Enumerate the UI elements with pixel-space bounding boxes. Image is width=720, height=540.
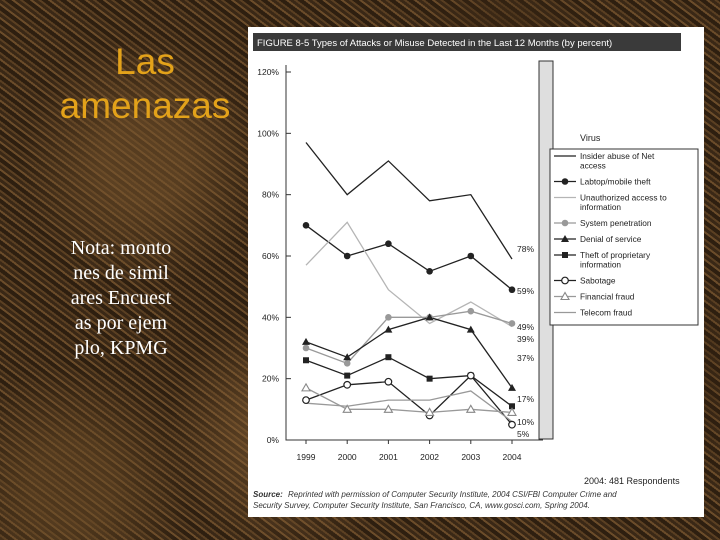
- legend-label: [580, 308, 632, 318]
- series-line: [306, 391, 512, 422]
- legend-label: [580, 276, 616, 286]
- x-tick-label: 2001: [378, 452, 398, 462]
- data-point: [385, 354, 391, 360]
- data-point: [303, 357, 309, 363]
- end-value-label: 78%: [517, 244, 535, 254]
- data-point: [344, 373, 350, 379]
- y-tick-label: 20%: [261, 373, 279, 384]
- legend-title: Virus: [580, 133, 601, 143]
- x-tick-label: 2003: [461, 452, 481, 462]
- data-point: [302, 384, 310, 391]
- data-point: [303, 397, 310, 404]
- legend-marker: [562, 178, 569, 185]
- legend-label: [580, 218, 652, 228]
- slide-note: Nota: montones de similares Encuestas por ejemplo, KPMG: [70, 237, 172, 359]
- legend-label-line: Telecom fraud: [580, 307, 633, 318]
- legend-label: [580, 292, 635, 302]
- x-tick-label: 2002: [420, 452, 440, 462]
- chart-title: FIGURE 8-5 Types of Attacks or Misuse Detected in the Last 12 Months (by percent): [257, 38, 613, 49]
- data-point: [344, 382, 351, 389]
- legend-label-line: Labtop/mobile theft: [580, 176, 651, 187]
- y-tick-label: 100%: [257, 128, 279, 139]
- x-tick-label: 1999: [296, 452, 316, 462]
- legend-label-line: access: [580, 160, 606, 171]
- legend-label-line: Sabotage: [580, 275, 616, 286]
- source-label: Source:: [253, 490, 283, 499]
- legend-label-line: Theft of proprietary: [580, 250, 651, 260]
- y-tick-label: 0%: [266, 435, 279, 445]
- legend-marker: [562, 277, 569, 284]
- x-tick-label: 2004: [502, 452, 522, 462]
- end-value-label: 49%: [517, 322, 535, 332]
- data-point: [385, 378, 392, 385]
- series-line: [306, 222, 512, 326]
- legend-label-line: information: [580, 202, 622, 212]
- end-value-label: 17%: [517, 394, 535, 404]
- series-line: [306, 143, 512, 260]
- legend-label-line: System penetration: [580, 218, 652, 228]
- data-point: [385, 314, 392, 321]
- y-tick-label: 40%: [261, 312, 279, 323]
- data-point: [303, 222, 310, 229]
- source-text-line-2: Security Survey, Computer Security Institute, San Francisco, CA, www.gosci.com, Spring 2004.: [253, 501, 590, 510]
- series-line: [306, 311, 512, 363]
- legend-label-line: Unauthorized access to: [580, 192, 667, 203]
- plot-area: [257, 65, 543, 462]
- data-point: [427, 376, 433, 382]
- chart-svg: [248, 27, 704, 517]
- legend-label-line: Denial of service: [580, 234, 642, 244]
- series-line: [306, 225, 512, 289]
- source-text-line-1: Reprinted with permission of Computer Security Institute, 2004 CSI/FBI Computer Crime and: [288, 490, 617, 499]
- end-value-label: 10%: [517, 417, 535, 427]
- y-tick-label: 60%: [261, 251, 279, 261]
- legend-label: [580, 234, 642, 244]
- legend-marker: [562, 220, 569, 227]
- data-point: [509, 320, 516, 327]
- end-value-label: 37%: [517, 353, 535, 363]
- plot-axes: [286, 65, 543, 440]
- data-point: [303, 345, 310, 352]
- series-line: [306, 317, 512, 388]
- data-point: [302, 338, 310, 345]
- slide-title: Las amenazas: [59, 41, 231, 126]
- legend-label-line: Financial fraud: [580, 291, 635, 302]
- legend-label-line: information: [580, 259, 622, 270]
- x-tick-label: 2000: [337, 452, 357, 462]
- legend-label-line: Insider abuse of Net: [580, 151, 655, 161]
- y-tick-label: 80%: [261, 189, 279, 200]
- legend-label: [580, 177, 651, 187]
- data-point: [468, 308, 475, 315]
- respondents-annotation: 2004: 481 Respondents: [584, 476, 680, 486]
- end-value-label: 39%: [517, 334, 535, 344]
- data-point: [468, 253, 475, 260]
- legend-marker: [562, 252, 568, 258]
- data-point: [509, 421, 516, 428]
- data-point: [385, 240, 392, 247]
- y-tick-label: 120%: [257, 67, 279, 77]
- data-point: [344, 360, 351, 367]
- data-point: [344, 253, 351, 260]
- end-value-label: 5%: [517, 429, 530, 439]
- data-point: [468, 372, 475, 379]
- source-note: [253, 490, 619, 510]
- data-point: [509, 286, 516, 293]
- data-point: [426, 268, 433, 275]
- end-value-label: 59%: [517, 286, 535, 296]
- data-point: [467, 405, 475, 412]
- figure-panel: [248, 27, 704, 517]
- legend: [550, 149, 698, 325]
